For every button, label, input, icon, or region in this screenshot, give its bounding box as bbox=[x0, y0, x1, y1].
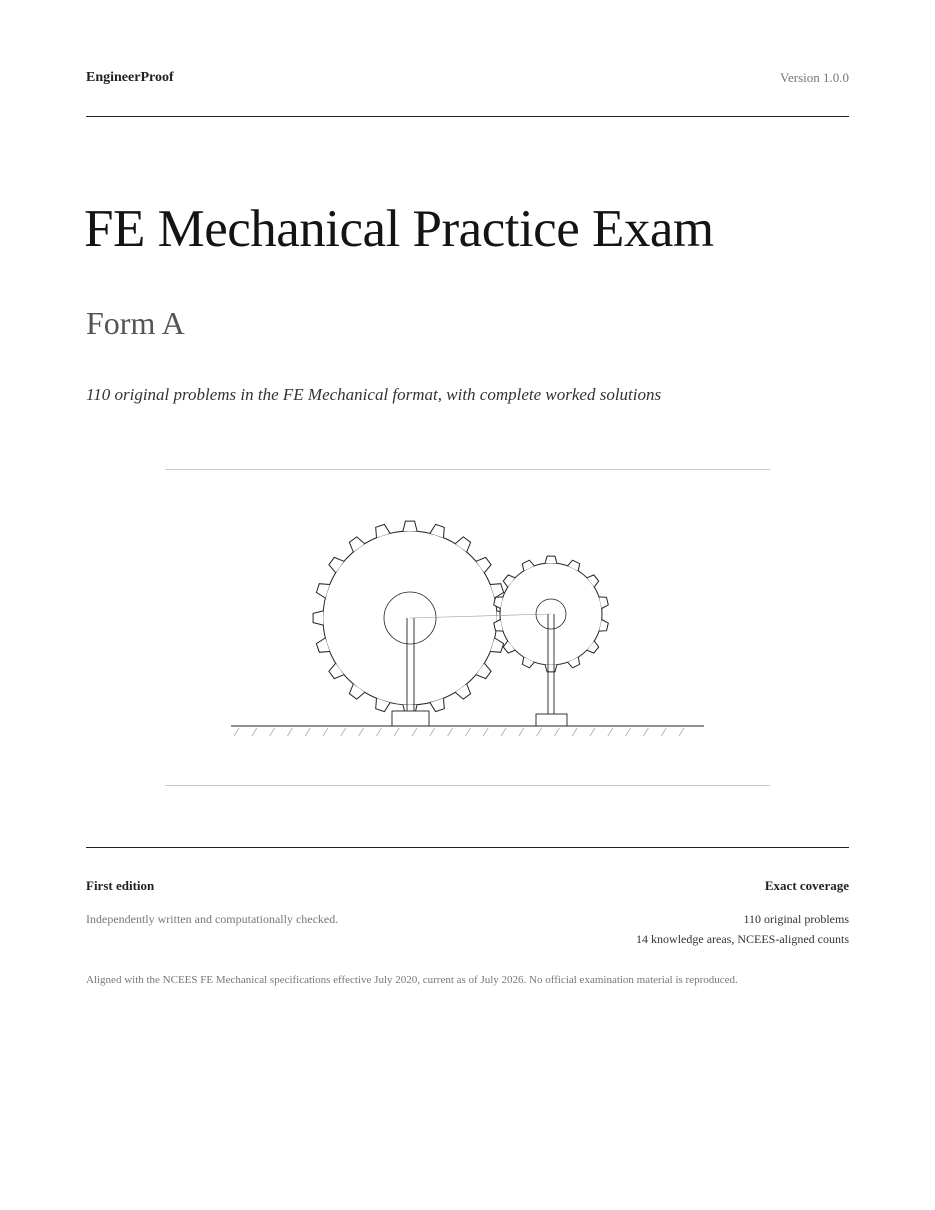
gear-tooth bbox=[545, 665, 557, 672]
form-label: Form A bbox=[86, 305, 185, 341]
hatch-mark bbox=[412, 728, 417, 736]
hatch-mark bbox=[483, 728, 488, 736]
hatch-mark bbox=[501, 728, 506, 736]
header-divider bbox=[86, 116, 849, 117]
figure-divider-top bbox=[165, 469, 770, 470]
edition-text: Independently written and computationally checked. bbox=[86, 912, 339, 926]
page-title: FE Mechanical Practice Exam bbox=[84, 200, 714, 258]
hatch-mark bbox=[465, 728, 470, 736]
hatch-mark bbox=[270, 728, 275, 736]
hatch-mark bbox=[305, 728, 310, 736]
hatch-mark bbox=[626, 728, 631, 736]
hatch-mark bbox=[359, 728, 364, 736]
tagline: 110 original problems in the FE Mechanical format, with complete worked solutions bbox=[86, 385, 662, 404]
gear-tooth bbox=[545, 556, 557, 563]
brand-name: EngineerProof bbox=[86, 70, 174, 85]
hatch-mark bbox=[554, 728, 559, 736]
hatch-mark bbox=[376, 728, 381, 736]
hatch-mark bbox=[661, 728, 666, 736]
coverage-problems: 110 original problems bbox=[743, 912, 849, 926]
gear-tooth bbox=[403, 521, 417, 531]
hatch-mark bbox=[608, 728, 613, 736]
footer-divider bbox=[86, 847, 849, 848]
hatch-mark bbox=[448, 728, 453, 736]
figure-divider-bottom bbox=[165, 785, 770, 786]
hatch-mark bbox=[234, 728, 239, 736]
hatch-mark bbox=[394, 728, 399, 736]
hatch-mark bbox=[519, 728, 524, 736]
hatch-mark bbox=[572, 728, 577, 736]
hatch-mark bbox=[341, 728, 346, 736]
hatch-mark bbox=[643, 728, 648, 736]
hatch-mark bbox=[252, 728, 257, 736]
gear-train-illustration bbox=[220, 510, 720, 745]
hatch-mark bbox=[537, 728, 542, 736]
hatch-mark bbox=[287, 728, 292, 736]
hatch-mark bbox=[590, 728, 595, 736]
hatch-mark bbox=[323, 728, 328, 736]
version-label: Version 1.0.0 bbox=[780, 70, 849, 85]
ground-hatching bbox=[234, 728, 684, 736]
edition-heading: First edition bbox=[86, 878, 155, 893]
hatch-mark bbox=[430, 728, 435, 736]
coverage-heading: Exact coverage bbox=[764, 878, 849, 893]
hatch-mark bbox=[679, 728, 684, 736]
alignment-notice: Aligned with the NCEES FE Mechanical specifications effective July 2020, current as of July 2026. No official examination material is reproduced. bbox=[86, 974, 738, 986]
gear-tooth bbox=[313, 611, 323, 625]
coverage-areas: 14 knowledge areas, NCEES-aligned counts bbox=[636, 932, 849, 946]
